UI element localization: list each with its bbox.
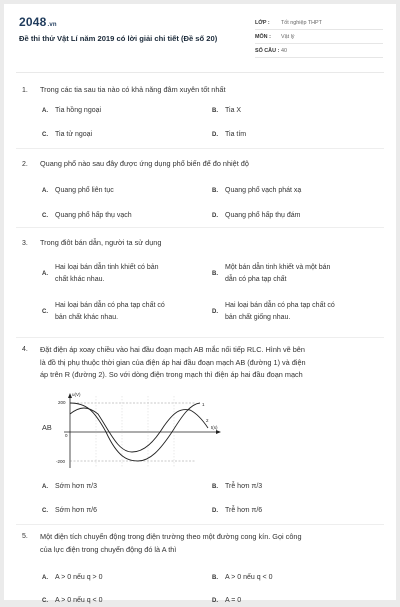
question-stem bbox=[22, 158, 380, 172]
question-text: Trong điôt bán dẫn, người ta sử dụng bbox=[40, 238, 162, 247]
option-a[interactable] bbox=[42, 481, 97, 493]
divider bbox=[16, 524, 384, 525]
option-text: Sớm hơn π/6 bbox=[55, 507, 98, 514]
y-max-label: 200 bbox=[58, 400, 66, 405]
option-line: Hai loại bán dẫn có pha tạp chất có bbox=[225, 302, 335, 309]
option-letter: B. bbox=[212, 188, 218, 194]
option-b[interactable] bbox=[212, 105, 241, 117]
option-text: Tia X bbox=[225, 107, 242, 114]
option-text: Sớm hơn π/3 bbox=[55, 483, 98, 490]
option-text: A > 0 nếu q < 0 bbox=[225, 574, 273, 581]
option-letter: A. bbox=[42, 271, 48, 277]
option-line: bản chất giống nhau. bbox=[225, 314, 291, 321]
meta-key: LỚP : bbox=[255, 19, 270, 26]
exam-page bbox=[4, 4, 396, 604]
option-text: Tia tử ngoại bbox=[55, 131, 93, 138]
option-letter: D. bbox=[212, 598, 218, 604]
question-number: 1. bbox=[22, 87, 28, 94]
question-text: Trong các tia sau tia nào có khả năng đâm xuyên tốt nhất bbox=[40, 85, 226, 94]
question-number: 5. bbox=[22, 533, 28, 540]
question-number: 4. bbox=[22, 346, 28, 353]
option-a[interactable] bbox=[42, 572, 103, 584]
option-letter: B. bbox=[212, 575, 218, 581]
option-letter: D. bbox=[212, 213, 218, 219]
option-line: chất khác nhau. bbox=[55, 276, 105, 283]
option-d[interactable] bbox=[212, 129, 246, 141]
option-letter: B. bbox=[212, 271, 218, 277]
site-logo[interactable] bbox=[19, 15, 57, 29]
option-letter: C. bbox=[42, 309, 48, 315]
meta-row-class bbox=[255, 16, 383, 30]
option-d[interactable] bbox=[212, 595, 241, 607]
option-text: Quang phổ vạch phát xạ bbox=[225, 187, 302, 194]
option-text: Quang phổ hấp thụ vạch bbox=[55, 212, 132, 219]
option-c[interactable] bbox=[42, 595, 103, 607]
question-line: áp trên R (đường 2). So với dòng điện trong mạch thì điện áp hai đầu đoạn mạch bbox=[40, 370, 303, 379]
meta-value: Tốt nghiệp THPT bbox=[281, 19, 322, 26]
meta-row-subject bbox=[255, 30, 383, 44]
exam-meta bbox=[255, 16, 383, 58]
divider bbox=[16, 227, 384, 228]
option-letter: C. bbox=[42, 132, 48, 138]
y-min-label: -200 bbox=[56, 459, 66, 464]
option-c[interactable] bbox=[42, 129, 92, 141]
option-text bbox=[55, 300, 205, 324]
curve-2-label: 2 bbox=[206, 418, 209, 423]
option-letter: A. bbox=[42, 188, 48, 194]
option-letter: D. bbox=[212, 309, 218, 315]
graph-side-label: AB bbox=[42, 423, 52, 432]
exam-header bbox=[4, 4, 396, 70]
option-c[interactable] bbox=[42, 210, 132, 222]
option-letter: B. bbox=[212, 484, 218, 490]
option-letter: A. bbox=[42, 484, 48, 490]
option-text: Trễ hơn π/6 bbox=[225, 507, 263, 514]
meta-value: 40 bbox=[281, 47, 287, 54]
option-letter: C. bbox=[42, 508, 48, 514]
meta-key: SỐ CÂU : bbox=[255, 47, 280, 54]
question-1 bbox=[22, 84, 380, 138]
option-text bbox=[55, 262, 205, 286]
logo-suffix: .vn bbox=[47, 22, 57, 28]
option-d[interactable] bbox=[212, 505, 262, 517]
question-line: Đặt điện áp xoay chiều vào hai đầu đoạn mạch AB mắc nối tiếp RLC. Hình vẽ bên bbox=[40, 345, 305, 354]
option-letter: A. bbox=[42, 108, 48, 114]
x-axis-arrow bbox=[216, 430, 221, 434]
option-text: Trễ hơn π/3 bbox=[225, 483, 263, 490]
option-text bbox=[225, 300, 375, 324]
question-text bbox=[40, 531, 380, 556]
x-axis-label: t(s) bbox=[211, 425, 218, 430]
option-text: A = 0 bbox=[225, 597, 242, 604]
question-line: của lực điện trong chuyển động đó là A thì bbox=[40, 544, 177, 554]
option-line: bản chất khác nhau. bbox=[55, 314, 119, 321]
logo-text: 2048 bbox=[19, 15, 47, 29]
question-line: Một điện tích chuyển động trong điện trường theo một đường cong kín. Gọi công bbox=[40, 532, 302, 541]
voltage-time-graph bbox=[56, 392, 226, 472]
meta-key: MÔN : bbox=[255, 33, 271, 40]
option-letter: D. bbox=[212, 132, 218, 138]
option-b[interactable] bbox=[212, 572, 273, 584]
option-b[interactable] bbox=[212, 481, 262, 493]
question-number: 3. bbox=[22, 240, 28, 247]
question-stem bbox=[22, 84, 380, 98]
curve-1-label: 1 bbox=[202, 402, 205, 407]
option-d[interactable] bbox=[212, 210, 301, 222]
option-text: A > 0 nếu q < 0 bbox=[55, 597, 103, 604]
divider bbox=[16, 148, 384, 149]
option-letter: A. bbox=[42, 575, 48, 581]
question-text bbox=[40, 344, 380, 382]
option-letter: C. bbox=[42, 598, 48, 604]
header-divider bbox=[16, 72, 384, 73]
option-a[interactable] bbox=[42, 185, 114, 197]
question-number: 2. bbox=[22, 161, 28, 168]
option-b[interactable] bbox=[212, 185, 301, 197]
question-line: là đồ thị phụ thuộc thời gian của điện áp hai đầu đoạn mạch AB (đường 1) và điện bbox=[40, 357, 306, 367]
question-text: Quang phổ nào sau đây được ứng dụng phổ biến để đo nhiệt độ bbox=[40, 159, 249, 168]
option-line: Hai loại bán dẫn có pha tạp chất có bbox=[55, 302, 165, 309]
option-c[interactable] bbox=[42, 505, 97, 517]
exam-title: Đề thi thử Vật Lí năm 2019 có lời giải chi tiết (Đề số 20) bbox=[19, 34, 218, 43]
option-text: Quang phổ liên tục bbox=[55, 187, 114, 194]
question-3 bbox=[22, 237, 380, 321]
question-2 bbox=[22, 158, 380, 219]
option-line: Một bán dẫn tinh khiết và một bán bbox=[225, 264, 331, 271]
meta-value: Vật lý bbox=[281, 33, 295, 40]
divider bbox=[16, 337, 384, 338]
curve-r bbox=[70, 408, 208, 452]
option-text: Tia hồng ngoại bbox=[55, 107, 102, 114]
option-letter: C. bbox=[42, 213, 48, 219]
option-text: A > 0 nếu q > 0 bbox=[55, 574, 103, 581]
option-line: Hai loại bán dẫn tinh khiết có bản bbox=[55, 264, 159, 271]
option-a[interactable] bbox=[42, 105, 101, 117]
question-stem bbox=[22, 237, 380, 251]
option-line: dẫn có pha tạp chất bbox=[225, 276, 287, 283]
option-text: Quang phổ hấp thụ đám bbox=[225, 212, 301, 219]
meta-row-count bbox=[255, 44, 383, 58]
option-letter: B. bbox=[212, 108, 218, 114]
option-text bbox=[225, 262, 375, 286]
option-text: Tia tím bbox=[225, 131, 247, 138]
origin-label: 0 bbox=[65, 433, 68, 438]
option-letter: D. bbox=[212, 508, 218, 514]
y-axis-label: u(V) bbox=[72, 392, 81, 397]
